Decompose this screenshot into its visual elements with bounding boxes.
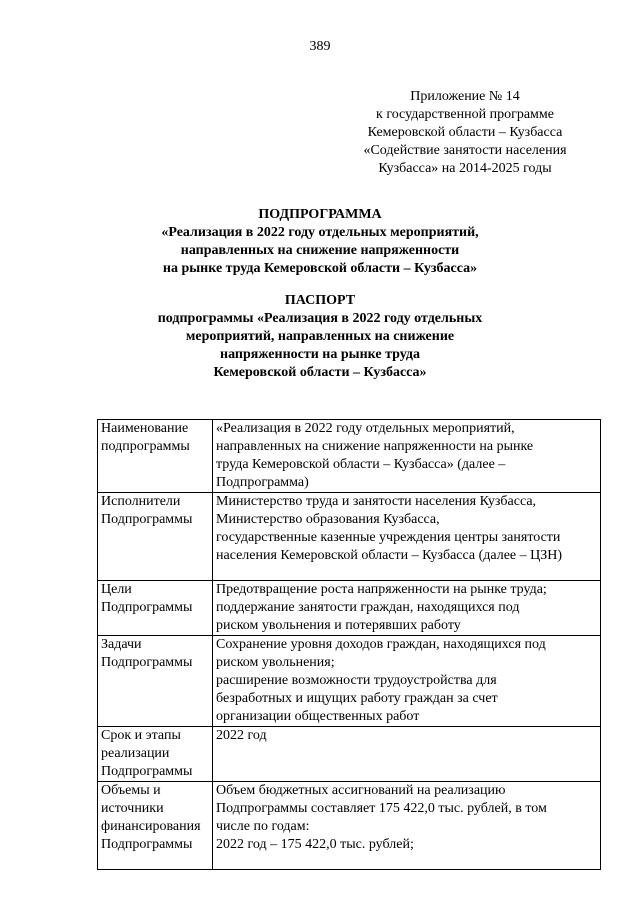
row-label-cell bbox=[98, 782, 213, 870]
table-row bbox=[98, 782, 601, 870]
cell-line: 2022 год – 175 422,0 тыс. рублей; bbox=[216, 837, 414, 852]
cell-line: направленных на снижение напряженности на рынке bbox=[216, 439, 534, 454]
heading-line: Кемеровской области – Кузбасса» bbox=[213, 365, 427, 380]
table-row bbox=[98, 493, 601, 581]
row-value-cell bbox=[213, 420, 601, 493]
table-row bbox=[98, 727, 601, 782]
row-label-cell bbox=[98, 727, 213, 782]
cell-line: поддержание занятости граждан, находящихся под bbox=[216, 600, 520, 615]
cell-line: Подпрограммы bbox=[101, 600, 193, 615]
cell-line: Сохранение уровня доходов граждан, находящихся под bbox=[216, 637, 546, 652]
row-value-cell bbox=[213, 636, 601, 727]
cell-line: Подпрограммы bbox=[101, 512, 193, 527]
row-label-cell bbox=[98, 636, 213, 727]
cell-line: источники bbox=[101, 801, 164, 816]
row-value-cell bbox=[213, 581, 601, 636]
row-value-cell bbox=[213, 782, 601, 870]
cell-line: Министерство образования Кузбасса, bbox=[216, 512, 440, 527]
cell-line: Министерство труда и занятости населения Кузбасса, bbox=[216, 494, 537, 509]
heading-line: ПОДПРОГРАММА bbox=[258, 207, 382, 222]
cell-line: Предотвращение роста напряженности на рынке труда; bbox=[216, 582, 547, 597]
heading-line: подпрограммы «Реализация в 2022 году отдельных bbox=[157, 311, 483, 326]
cell-line: Цели bbox=[101, 582, 132, 597]
heading-line: «Реализация в 2022 году отдельных мероприятий, bbox=[161, 225, 479, 240]
cell-line: Подпрограммы bbox=[101, 764, 193, 779]
row-value-cell bbox=[213, 493, 601, 581]
appendix-note bbox=[350, 88, 580, 178]
heading-line: напряженности на рынке труда bbox=[220, 347, 420, 362]
cell-line: числе по годам: bbox=[216, 819, 310, 834]
row-label-cell bbox=[98, 581, 213, 636]
cell-line: Наименование bbox=[101, 421, 189, 436]
cell-line: Подпрограммы составляет 175 422,0 тыс. рублей, в том bbox=[216, 801, 547, 816]
cell-line: подпрограммы bbox=[101, 439, 190, 454]
cell-line: труда Кемеровской области – Кузбасса» (далее – bbox=[216, 457, 506, 472]
appendix-line: Приложение № 14 bbox=[410, 89, 520, 104]
cell-line: риском увольнения; bbox=[216, 655, 335, 670]
row-value-cell bbox=[213, 727, 601, 782]
cell-line: Исполнители bbox=[101, 494, 181, 509]
cell-line: 2022 год bbox=[216, 728, 267, 743]
cell-line: Подпрограммы bbox=[101, 837, 193, 852]
cell-line: реализации bbox=[101, 746, 170, 761]
table-row bbox=[98, 420, 601, 493]
cell-line: Подпрограмма) bbox=[216, 475, 309, 490]
cell-line: риском увольнения и потерявших работу bbox=[216, 618, 461, 633]
heading-line: на рынке труда Кемеровской области – Кузбасса» bbox=[162, 261, 478, 276]
passport-table bbox=[97, 419, 601, 870]
cell-line: Срок и этапы bbox=[101, 728, 181, 743]
cell-line: расширение возможности трудоустройства для bbox=[216, 673, 497, 688]
cell-line: государственные казенные учреждения центры занятости bbox=[216, 530, 561, 545]
page-number: 389 bbox=[309, 39, 331, 54]
cell-line: населения Кемеровской области – Кузбасса (далее – ЦЗН) bbox=[216, 548, 563, 563]
row-label-cell bbox=[98, 493, 213, 581]
passport-heading bbox=[0, 292, 640, 382]
appendix-line: «Содействие занятости населения bbox=[363, 143, 567, 158]
heading-line: мероприятий, направленных на снижение bbox=[185, 329, 455, 344]
cell-line: «Реализация в 2022 году отдельных мероприятий, bbox=[216, 421, 515, 436]
table-row bbox=[98, 636, 601, 727]
cell-line: Объем бюджетных ассигнований на реализацию bbox=[216, 783, 506, 798]
table-row bbox=[98, 581, 601, 636]
appendix-line: Кемеровской области – Кузбасса bbox=[367, 125, 563, 140]
appendix-line: к государственной программе bbox=[376, 107, 554, 122]
appendix-line: Кузбасса» на 2014-2025 годы bbox=[378, 161, 552, 176]
cell-line: Объемы и bbox=[101, 783, 161, 798]
heading-line: ПАСПОРТ bbox=[284, 293, 356, 308]
cell-line: Подпрограммы bbox=[101, 655, 193, 670]
heading-line: направленных на снижение напряженности bbox=[180, 243, 460, 258]
cell-line: финансирования bbox=[101, 819, 201, 834]
subprogram-heading bbox=[0, 206, 640, 278]
row-label-cell bbox=[98, 420, 213, 493]
cell-line: организации общественных работ bbox=[216, 709, 420, 724]
cell-line: Задачи bbox=[101, 637, 142, 652]
cell-line: безработных и ищущих работу граждан за счет bbox=[216, 691, 498, 706]
